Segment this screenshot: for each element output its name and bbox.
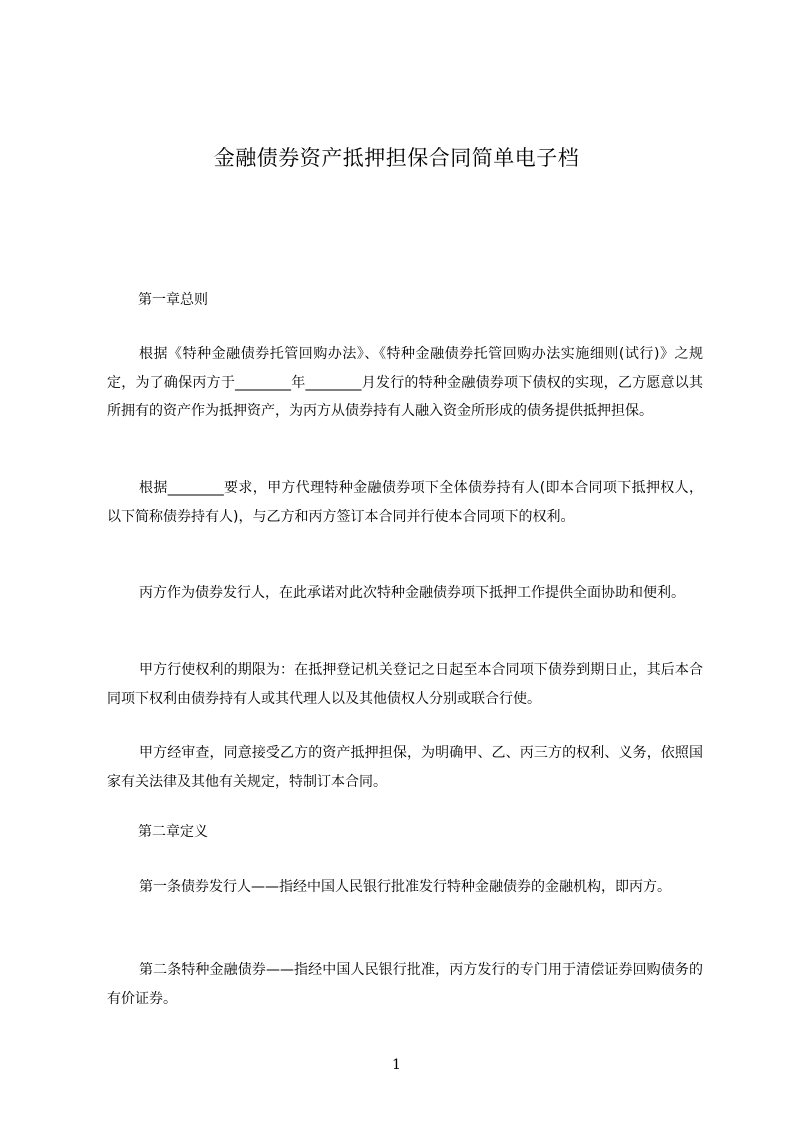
paragraph-issuer-commitment: 丙方作为债券发行人，在此承诺对此次特种金融债券项下抵押工作提供全面协助和便利。 bbox=[139, 585, 685, 601]
paragraph-agency: 根据________要求，甲方代理特种金融债券项下全体债券持有人(即本合同项下抵押权人，以下简称债券持有人)，与乙方和丙方签订本合同并行使本合同项下的权利。 bbox=[107, 480, 703, 525]
chapter-heading-general: 第一章总则 bbox=[138, 292, 208, 308]
paragraph-acceptance: 甲方经审查，同意接受乙方的资产抵押担保，为明确甲、乙、丙三方的权利、义务，依照国家有关法律及其他有关规定，特制订本合同。 bbox=[107, 745, 703, 790]
article-special-bond: 第二条特种金融债券——指经中国人民银行批准，丙方发行的专门用于清偿证券回购债务的有价证券。 bbox=[107, 962, 703, 1007]
paragraph-legal-basis: 根据《特种金融债券托管回购办法》、《特种金融债券托管回购办法实施细则(试行)》之规定，为了确保丙方于________年________月发行的特种金融债券项下债权的实现，乙方愿意以其所拥有的资产作为抵押资产，为丙方从债券持有人融入资金所形成的债务提供抵押担保。 bbox=[107, 346, 703, 419]
chapter-heading-definitions: 第二章定义 bbox=[138, 824, 208, 840]
paragraph-rights-period: 甲方行使权利的期限为：在抵押登记机关登记之日起至本合同项下债券到期日止，其后本合同项下权利由债券持有人或其代理人以及其他债权人分别或联合行使。 bbox=[107, 662, 703, 707]
page-number: 1 bbox=[392, 1057, 401, 1073]
document-title: 金融债券资产抵押担保合同简单电子档 bbox=[213, 146, 580, 170]
article-bond-issuer: 第一条债券发行人——指经中国人民银行批准发行特种金融债券的金融机构，即丙方。 bbox=[139, 879, 671, 895]
